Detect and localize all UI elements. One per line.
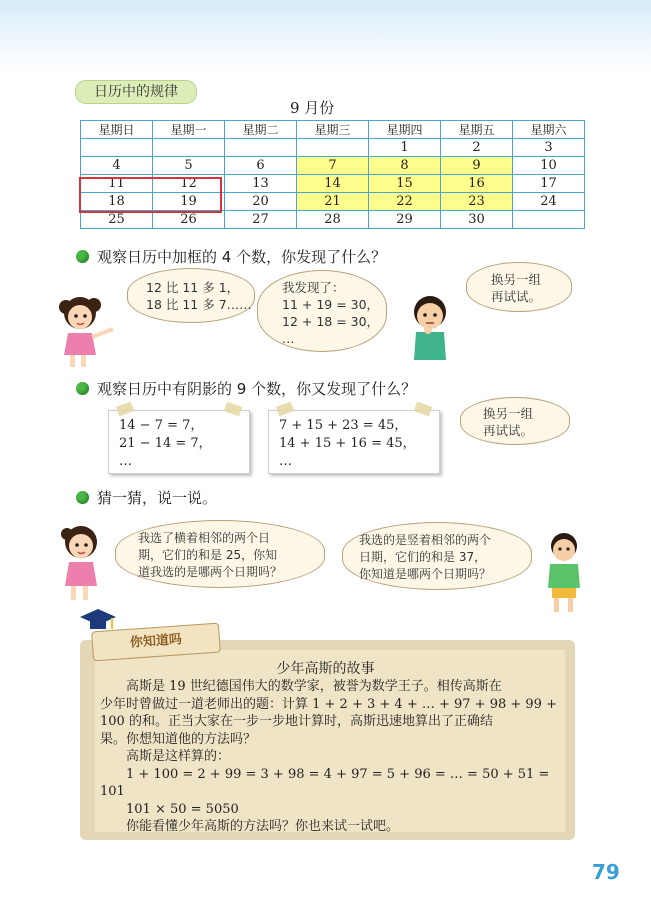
bubble-line: 换另一组 <box>483 406 534 421</box>
question-2-text: 观察日历中有阴影的 9 个数，你又发现了什么？ <box>97 380 417 398</box>
date-cell-shaded: 16 <box>441 175 513 193</box>
date-cell: 29 <box>369 211 441 229</box>
date-cell-boxed: 11 <box>81 175 153 193</box>
date-cell: 25 <box>81 211 153 229</box>
story-line: 高斯是这样算的： <box>100 749 231 764</box>
date-cell: 27 <box>225 211 297 229</box>
try-again-bubble-2 <box>460 397 570 445</box>
green-bullet-icon <box>76 491 89 504</box>
try-again-bubble <box>466 262 572 312</box>
weekday-header: 星期二 <box>225 121 297 139</box>
story-line: 果。你想知道他的方法吗？ <box>100 731 257 747</box>
date-cell: 24 <box>513 193 585 211</box>
bubble-line: 换另一组 <box>491 272 542 287</box>
tape-icon <box>116 402 134 417</box>
date-cell-boxed: 19 <box>153 193 225 211</box>
note-line: … <box>119 454 132 469</box>
date-cell: 2 <box>441 139 513 157</box>
date-cell-boxed: 12 <box>153 175 225 193</box>
sticky-note-2 <box>268 410 440 474</box>
date-cell <box>225 139 297 157</box>
bubble-line: 12 + 18 = 30， <box>282 314 380 329</box>
story-line: 101 × 50 = 5050 <box>100 801 239 817</box>
sticky-note-1 <box>108 410 250 474</box>
weekday-header: 星期三 <box>297 121 369 139</box>
tape-icon <box>224 402 242 417</box>
date-cell: 3 <box>513 139 585 157</box>
question-3-text: 猜一猜，说一说。 <box>97 489 218 507</box>
date-cell-shaded: 7 <box>297 157 369 175</box>
calendar-row <box>81 211 585 229</box>
boy-2-illustration <box>540 530 590 615</box>
green-bullet-icon <box>76 250 89 263</box>
date-cell: 17 <box>513 175 585 193</box>
story-body <box>100 678 560 836</box>
boy-speech-bubble <box>257 270 387 352</box>
story-line: 高斯是 19 世纪德国伟大的数学家，被誉为数学王子。相传高斯在 <box>100 679 502 694</box>
bubble-line: 道我选的是哪两个日期吗？ <box>138 565 283 579</box>
question-2 <box>76 378 416 399</box>
date-cell-shaded: 14 <box>297 175 369 193</box>
date-cell-shaded: 21 <box>297 193 369 211</box>
story-title: 少年高斯的故事 <box>276 661 375 677</box>
note-line: 21 − 14 = 7， <box>119 436 212 451</box>
bubble-line: 我选了横着相邻的两个日 <box>138 531 271 545</box>
date-cell-shaded: 9 <box>441 157 513 175</box>
story-line: 少年时曾做过一道老师出的题：计算 1 + 2 + 3 + 4 + … + 97 + 98 + 99 + <box>100 696 557 712</box>
date-cell-shaded: 22 <box>369 193 441 211</box>
date-cell-shaded: 15 <box>369 175 441 193</box>
note-line: 7 + 15 + 23 = 45， <box>279 418 408 433</box>
date-cell: 13 <box>225 175 297 193</box>
bubble-line: 你知道是哪两个日期吗？ <box>359 567 492 581</box>
boy-guess-bubble <box>342 522 532 590</box>
date-cell: 20 <box>225 193 297 211</box>
weekday-header-row <box>81 121 585 139</box>
date-cell-shaded: 8 <box>369 157 441 175</box>
page-number: 79 <box>592 860 620 884</box>
bubble-line: 再试试。 <box>491 289 542 304</box>
date-cell <box>81 139 153 157</box>
question-1-text: 观察日历中加框的 4 个数，你发现了什么？ <box>97 248 387 266</box>
note-line: 14 + 15 + 16 = 45， <box>279 436 416 451</box>
bubble-line: 我选的是竖着相邻的两个 <box>359 533 492 547</box>
date-cell-boxed: 18 <box>81 193 153 211</box>
red-frame-highlight <box>79 177 222 213</box>
bubble-line: 11 + 19 = 30， <box>282 297 380 312</box>
month-title: 9 月份 <box>290 99 335 117</box>
date-cell: 10 <box>513 157 585 175</box>
date-cell <box>513 211 585 229</box>
weekday-header: 星期日 <box>81 121 153 139</box>
date-cell: 26 <box>153 211 225 229</box>
weekday-header: 星期五 <box>441 121 513 139</box>
girl-guess-bubble <box>115 520 325 588</box>
date-cell-shaded: 23 <box>441 193 513 211</box>
tape-icon <box>414 402 432 417</box>
weekday-header: 星期四 <box>369 121 441 139</box>
bubble-line: … <box>282 331 295 346</box>
story-line: 你能看懂少年高斯的方法吗？你也来试一试吧。 <box>100 819 400 834</box>
note-line: 14 − 7 = 7， <box>119 418 204 433</box>
date-cell <box>297 139 369 157</box>
green-bullet-icon <box>76 382 89 395</box>
section-tag: 日历中的规律 <box>75 80 197 104</box>
story-line: 1 + 100 = 2 + 99 = 3 + 98 = 4 + 97 = 5 + 96 = … = 50 + 51 = 101 <box>100 766 550 799</box>
date-cell: 4 <box>81 157 153 175</box>
date-cell: 30 <box>441 211 513 229</box>
calendar-row <box>81 157 585 175</box>
bubble-line: 18 比 11 多 7…… <box>146 297 252 312</box>
note-line: … <box>279 454 292 469</box>
date-cell: 5 <box>153 157 225 175</box>
girl-speech-bubble <box>127 268 255 323</box>
calendar-row <box>81 139 585 157</box>
girl-illustration <box>58 285 128 370</box>
bubble-line: 再试试。 <box>483 423 534 438</box>
date-cell: 1 <box>369 139 441 157</box>
tape-icon <box>276 402 294 417</box>
date-cell: 28 <box>297 211 369 229</box>
boy-thinking-illustration <box>400 290 460 360</box>
bubble-line: 12 比 11 多 1， <box>146 280 240 295</box>
did-you-know-banner: 你知道吗 <box>91 623 221 662</box>
bubble-line: 日期，它们的和是 37， <box>359 550 487 564</box>
question-1 <box>76 246 386 267</box>
story-line: 100 的和。正当大家在一步一步地计算时，高斯迅速地算出了正确结 <box>100 714 493 729</box>
weekday-header: 星期一 <box>153 121 225 139</box>
bubble-line: 期，它们的和是 25，你知 <box>138 548 278 562</box>
date-cell: 6 <box>225 157 297 175</box>
bubble-line: 我发现了： <box>282 280 345 295</box>
weekday-header: 星期六 <box>513 121 585 139</box>
date-cell <box>153 139 225 157</box>
girl-2-illustration <box>55 520 115 605</box>
question-3 <box>76 487 217 508</box>
